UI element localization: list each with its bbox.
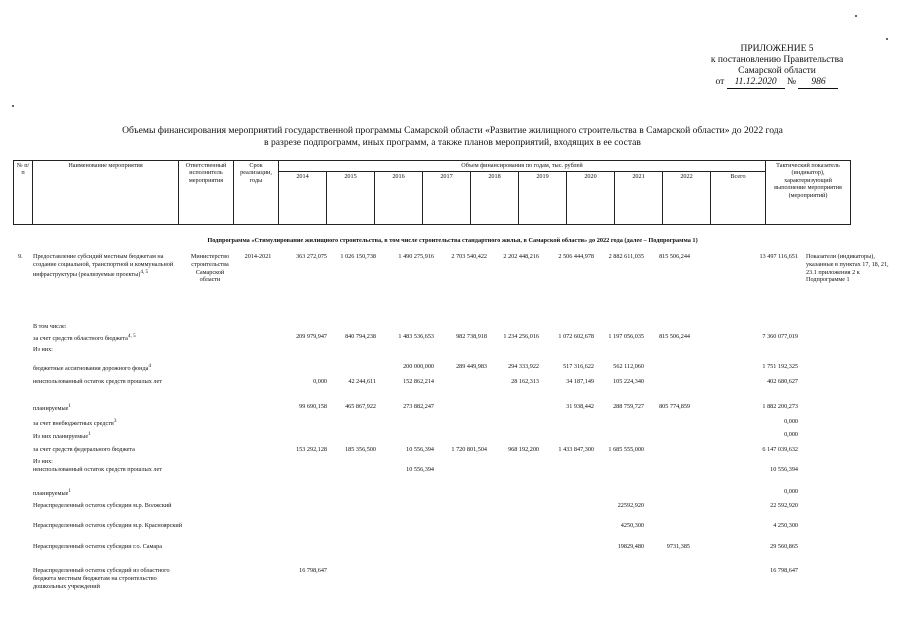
row-year-value: 209 979,947 (296, 333, 327, 340)
row-year-value: 465 867,922 (345, 403, 376, 410)
row-label (33, 567, 183, 590)
col-period-header: Срок реализации, годы (234, 161, 279, 225)
row-label-text: Нераспределенный остаток субсидий из областного бюджета местным бюджетам на строительство дошкольных учреждений (33, 567, 170, 590)
row-label-text: Нераспределенный остаток субсидии м.р. Волжский (33, 502, 172, 509)
col-num-header: № п/п (14, 161, 33, 225)
row-label (33, 522, 183, 530)
row-label (33, 323, 183, 331)
row-footnote: 4 (148, 363, 151, 369)
row-label-text: Нераспределенный остаток субсидии м.р. Красноярский (33, 522, 183, 529)
main-row-footnote: 4, 5 (140, 268, 149, 275)
row-total-value: 7 360 077,019 (762, 333, 798, 340)
appendix-line-3: Самарской области (738, 66, 816, 76)
col-name-header: Наименование мероприятия (33, 161, 179, 225)
title-line-2: в разрезе подпрограмм, иных программ, а также планов мероприятий, входящих в ее состав (264, 137, 641, 148)
main-row-year-value: 363 272,075 (296, 253, 327, 260)
row-total-value: 1 882 200,273 (762, 403, 798, 410)
col-executor-header: Ответственный исполнитель мероприятия (179, 161, 234, 225)
row-label-text: Нераспределенный остаток субсидии г.о. Самара (33, 543, 162, 550)
row-label (33, 403, 183, 413)
row-label (33, 363, 183, 373)
year-header: 2021 (615, 172, 663, 225)
row-total-value: 0,000 (784, 418, 798, 425)
row-footnote: 1 (68, 403, 71, 409)
row-year-value: 968 192,200 (508, 446, 539, 453)
row-total-value: 4 250,300 (773, 522, 798, 529)
row-label (33, 418, 183, 428)
row-label-text: Из них планируемые (33, 433, 89, 441)
date-prefix: от (715, 77, 725, 87)
row-label (33, 543, 183, 551)
row-label (33, 431, 183, 441)
row-year-value: 1 197 056,035 (608, 333, 644, 340)
row-year-value: 200 000,000 (403, 363, 434, 370)
row-label-text: бюджетные ассигнования дорожного фонда (33, 365, 149, 373)
subprogram-title: Подпрограмма «Стимулирование жилищного строительства, в том числе строительства стандартного жилья, в Самарской области» до 2022 года (далее – Подпрограмма 1) (207, 237, 698, 244)
row-label-text: Из них: (33, 346, 53, 353)
row-year-value: 185 356,500 (345, 446, 376, 453)
year-header: 2020 (567, 172, 615, 225)
main-row-year-value: 2 202 448,216 (503, 253, 539, 260)
main-row-number: 9. (18, 253, 23, 260)
appendix-line-2: к постановлению Правительства (710, 55, 844, 65)
row-year-value: 22592,920 (617, 502, 644, 509)
row-label-text: за счет средств федерального бюджета (33, 446, 135, 453)
row-label-text: планируемые (33, 490, 69, 498)
main-row-name (33, 253, 183, 278)
row-year-value: 10 556,394 (406, 466, 434, 473)
year-header: 2015 (327, 172, 375, 225)
financing-table-header (13, 160, 851, 225)
year-header: 2019 (519, 172, 567, 225)
row-year-value: 31 938,442 (566, 403, 594, 410)
row-year-value: 10 556,394 (406, 446, 434, 453)
row-year-value: 99 690,158 (299, 403, 327, 410)
main-row-year-value: 1 026 150,738 (340, 253, 376, 260)
row-year-value: 289 449,983 (456, 363, 487, 370)
row-year-value: 517 316,622 (563, 363, 594, 370)
row-label-text: за счет средств областного бюджета (33, 335, 128, 343)
row-year-value: 805 774,859 (659, 403, 690, 410)
row-total-value: 6 147 039,632 (762, 446, 798, 453)
row-label-text: неиспользованный остаток средств прошлых лет (33, 466, 162, 473)
row-total-value: 402 680,627 (767, 378, 798, 385)
main-row-name-text: Предоставление субсидий местным бюджетам на создание социальной, транспортной и коммунальной инфраструктуры (реализуемые проекты) (33, 253, 174, 278)
row-year-value: 153 292,128 (296, 446, 327, 453)
scan-dot (12, 105, 14, 107)
approval-header (697, 44, 857, 89)
number-value: 986 (798, 77, 838, 89)
row-year-value: 9731,385 (666, 543, 690, 550)
row-label (33, 346, 183, 354)
row-label-text: неиспользованный остаток средств прошлых лет (33, 378, 162, 385)
row-year-value: 1 234 256,016 (503, 333, 539, 340)
scan-dot (886, 38, 888, 40)
row-footnote: 1 (68, 488, 71, 494)
year-header: 2018 (471, 172, 519, 225)
row-label (33, 333, 183, 343)
main-row-year-value: 815 506,244 (659, 253, 690, 260)
row-label-text: Из них: (33, 458, 53, 465)
row-year-value: 1 483 536,653 (398, 333, 434, 340)
row-footnote: 1 (88, 431, 91, 437)
year-header: 2014 (279, 172, 327, 225)
main-row-year-value: 2 703 540,422 (451, 253, 487, 260)
row-year-value: 982 738,918 (456, 333, 487, 340)
row-year-value: 28 162,313 (511, 378, 539, 385)
row-total-value: 16 798,647 (770, 567, 798, 574)
row-total-value: 0,000 (784, 431, 798, 438)
row-label-text: В том числе: (33, 323, 67, 330)
row-label (33, 466, 183, 474)
row-total-value: 10 556,394 (770, 466, 798, 473)
col-volume-header: Объем финансирования по годам, тыс. рублей (279, 161, 766, 172)
row-label (33, 458, 183, 466)
main-row-period: 2014-2021 (244, 253, 272, 260)
row-year-value: 16 798,647 (299, 567, 327, 574)
row-year-value: 19829,480 (617, 543, 644, 550)
row-year-value: 4250,300 (620, 522, 644, 529)
title-line-1: Объемы финансирования мероприятий государственной программы Самарской области «Развитие жилищного строительства в Самарской области» до 2022 года (122, 125, 783, 136)
row-year-value: 840 794,238 (345, 333, 376, 340)
year-header: 2017 (423, 172, 471, 225)
row-label (33, 378, 183, 386)
row-year-value: 1 433 847,300 (558, 446, 594, 453)
row-year-value: 273 882,247 (403, 403, 434, 410)
row-total-value: 1 751 192,325 (762, 363, 798, 370)
year-header: 2016 (375, 172, 423, 225)
document-title (0, 125, 905, 149)
row-year-value: 815 506,244 (659, 333, 690, 340)
row-label (33, 446, 183, 454)
row-year-value: 1 685 555,000 (608, 446, 644, 453)
col-indicator-header: Тактический показатель (индикатор), характеризующий выполнение мероприятия (мероприятий) (766, 161, 851, 225)
main-row-year-value: 2 882 611,035 (608, 253, 644, 260)
date-value: 11.12.2020 (727, 77, 785, 89)
year-header: 2022 (663, 172, 711, 225)
scan-dot (855, 15, 857, 17)
main-row-total-value: 13 497 116,651 (759, 253, 798, 260)
row-label (33, 488, 183, 498)
main-row-year-value: 2 506 444,978 (558, 253, 594, 260)
row-label (33, 502, 183, 510)
row-year-value: 288 759,727 (613, 403, 644, 410)
row-year-value: 1 072 602,678 (558, 333, 594, 340)
row-year-value: 0,000 (313, 378, 327, 385)
appendix-title: ПРИЛОЖЕНИЕ 5 (740, 44, 814, 54)
number-prefix: № (787, 77, 797, 87)
row-year-value: 562 112,060 (613, 363, 644, 370)
row-label-text: за счет внебюджетных средств (33, 420, 114, 428)
main-row-indicator: Показатели (индикаторы), указанные в пунктах 17, 18, 21, 23.1 приложения 2 к Подпрограмме 1 (806, 253, 889, 284)
row-year-value: 105 224,340 (613, 378, 644, 385)
row-total-value: 0,000 (784, 488, 798, 495)
row-year-value: 1 720 801,504 (451, 446, 487, 453)
row-label-text: планируемые (33, 405, 69, 413)
appendix-date-line (697, 77, 857, 89)
main-row-executor: Министерство строительства Самарской области (190, 253, 230, 284)
row-year-value: 34 187,149 (566, 378, 594, 385)
row-year-value: 42 244,611 (348, 378, 376, 385)
year-header-total: Всего (711, 172, 766, 225)
row-footnote: 3 (113, 418, 117, 424)
row-total-value: 29 560,865 (770, 543, 798, 550)
row-year-value: 152 862,214 (403, 378, 434, 385)
row-total-value: 22 592,920 (770, 502, 798, 509)
row-footnote: 4, 5 (127, 333, 136, 339)
row-year-value: 294 333,922 (508, 363, 539, 370)
main-row-year-value: 1 490 275,916 (398, 253, 434, 260)
